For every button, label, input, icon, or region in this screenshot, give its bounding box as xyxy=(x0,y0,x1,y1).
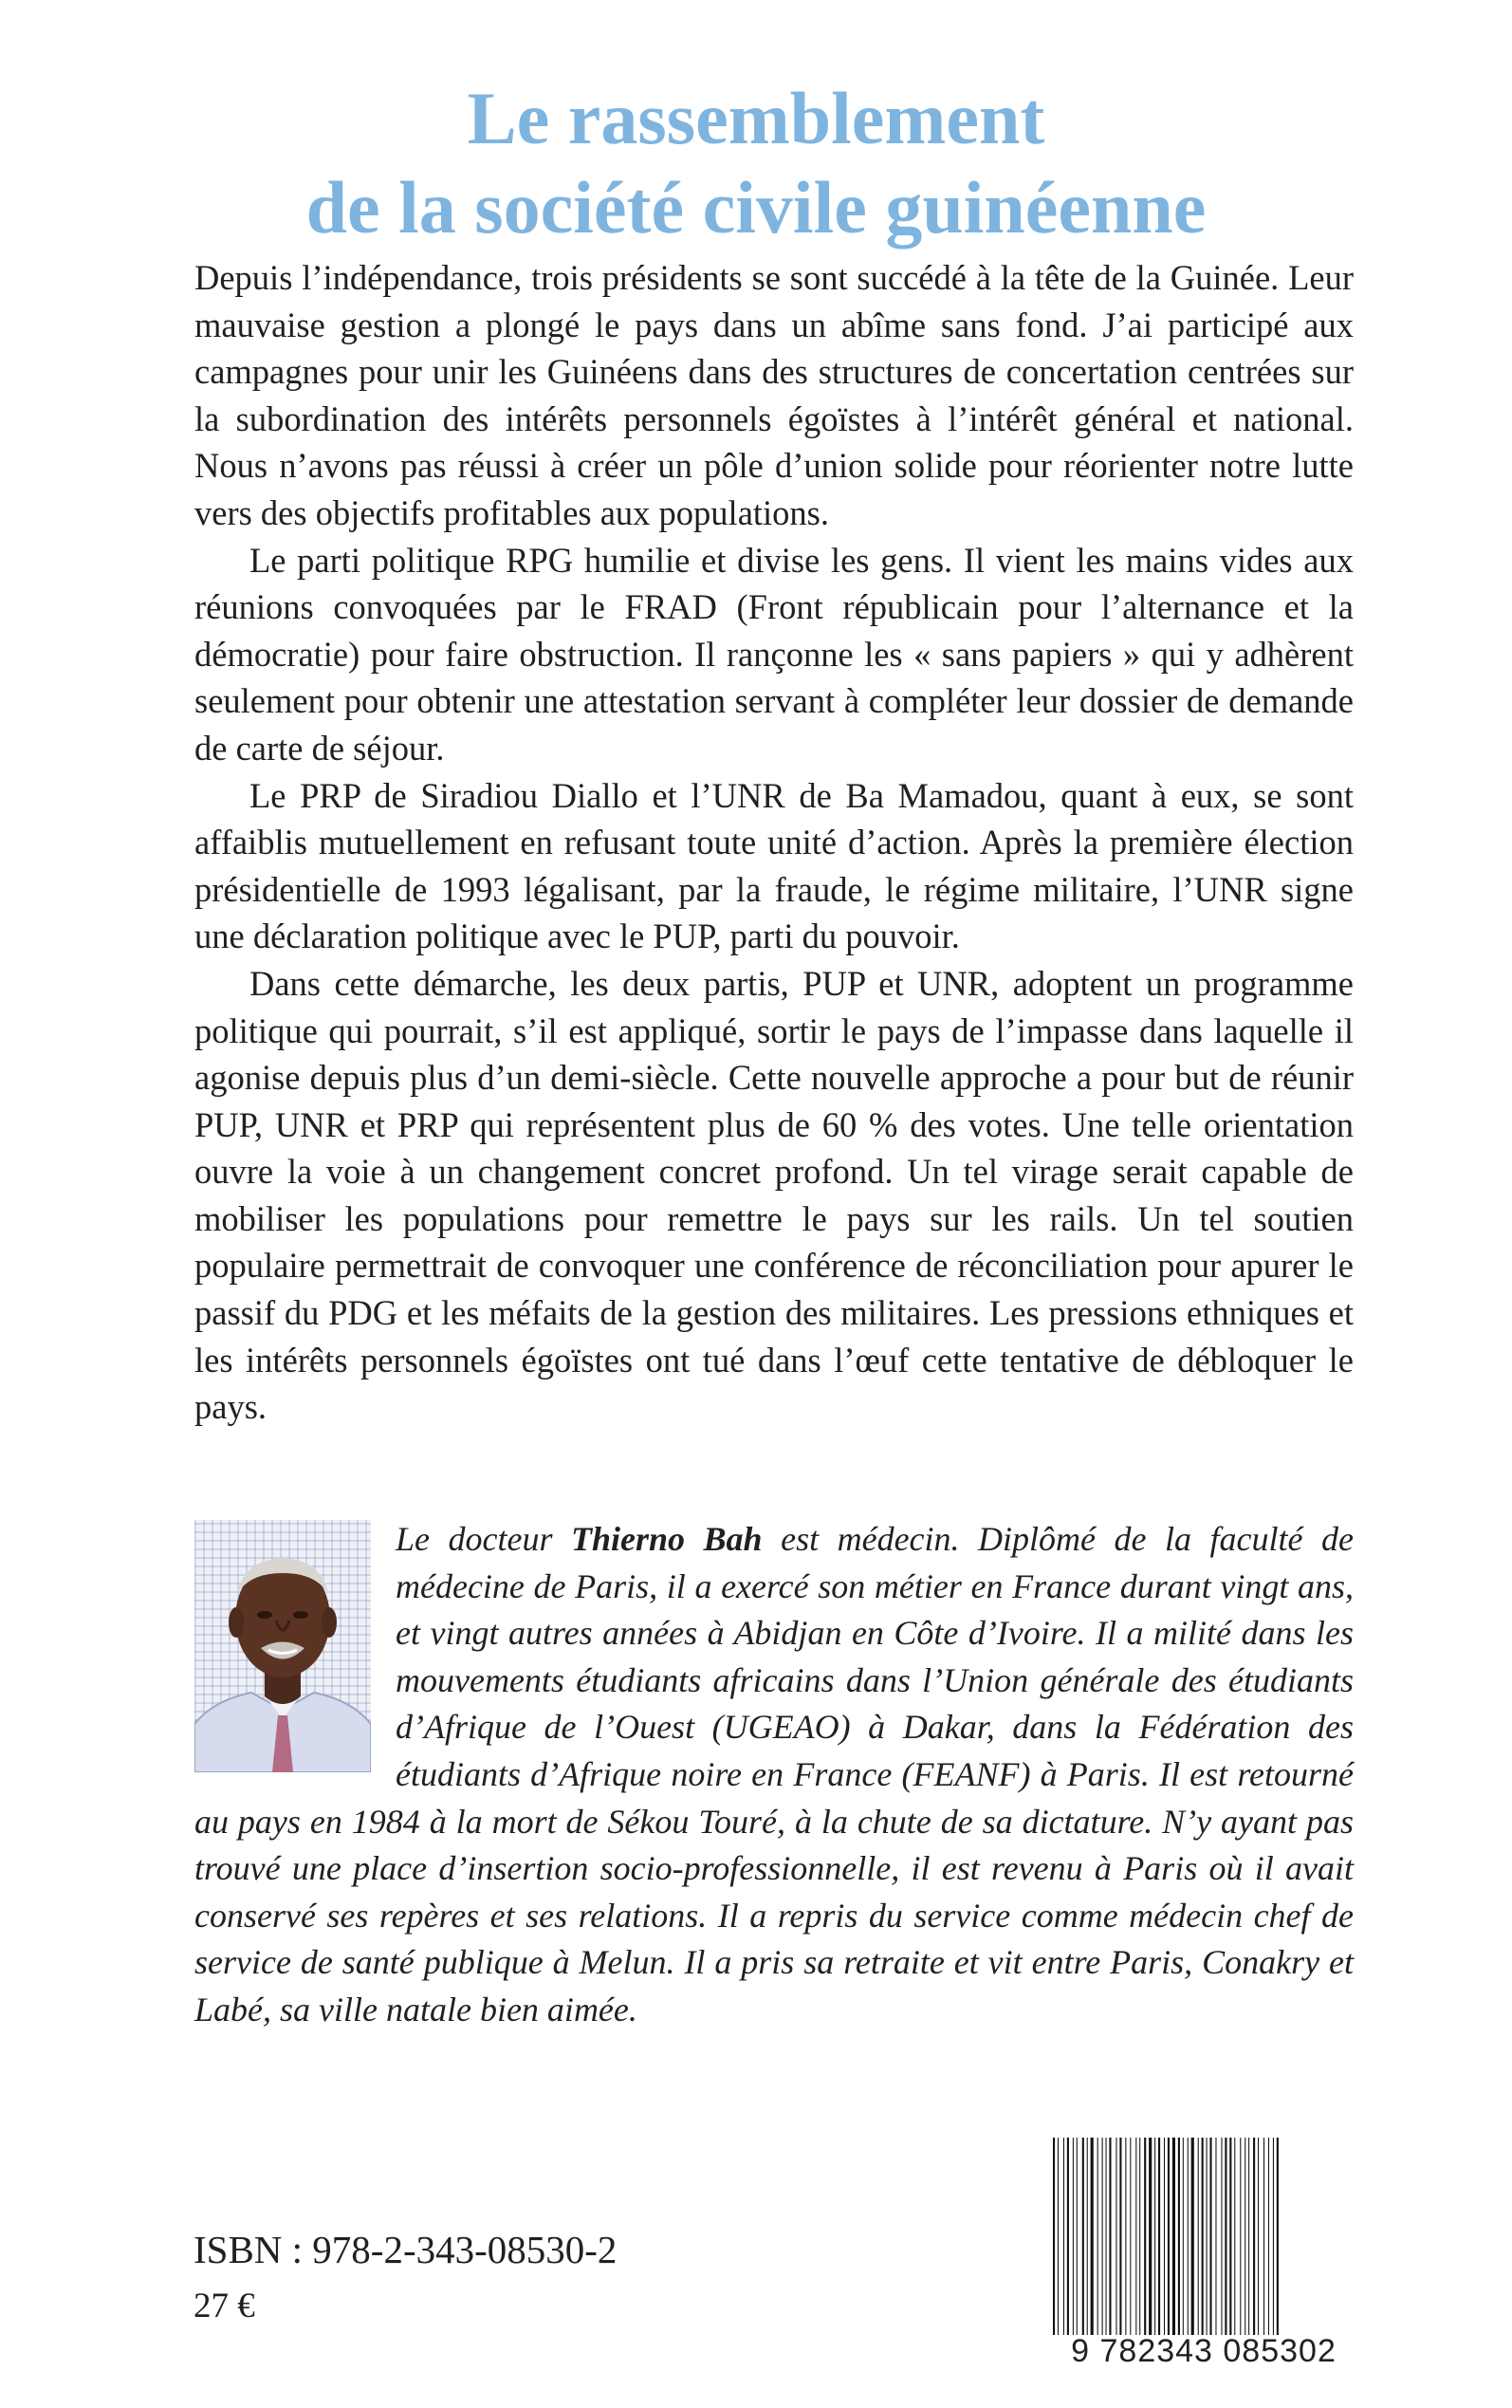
author-portrait-image xyxy=(194,1520,371,1772)
barcode-bar xyxy=(1097,2138,1098,2335)
book-title xyxy=(0,74,1512,252)
barcode-bar xyxy=(1215,2138,1216,2335)
author-photo xyxy=(194,1520,371,1772)
barcode-bar xyxy=(1073,2138,1074,2335)
barcode-bar xyxy=(1091,2138,1094,2335)
barcode-bar xyxy=(1119,2138,1121,2335)
barcode-bar xyxy=(1158,2138,1160,2335)
barcode-bar xyxy=(1191,2138,1194,2335)
barcode-image xyxy=(1053,2138,1355,2335)
barcode-bar xyxy=(1202,2138,1204,2335)
barcode-bar xyxy=(1225,2138,1226,2335)
barcode-bar xyxy=(1240,2138,1241,2335)
barcode-bar xyxy=(1149,2138,1152,2335)
barcode-bar xyxy=(1207,2138,1208,2335)
barcode-bar xyxy=(1221,2138,1222,2335)
barcode-bar xyxy=(1067,2138,1069,2335)
author-name: Thierno Bah xyxy=(571,1520,763,1558)
barcode-bar xyxy=(1268,2138,1269,2335)
barcode-bar xyxy=(1087,2138,1088,2335)
barcode-bar xyxy=(1263,2138,1264,2335)
title-line-1: Le rassemblement xyxy=(467,77,1045,159)
barcode-bar xyxy=(1273,2138,1274,2335)
barcode-bar xyxy=(1102,2138,1103,2335)
barcode-bar xyxy=(1172,2138,1175,2335)
barcode-bar xyxy=(1234,2138,1235,2335)
barcode-bar xyxy=(1135,2138,1136,2335)
barcode-bar xyxy=(1053,2138,1055,2335)
isbn: ISBN : 978-2-343-08530-2 xyxy=(194,2228,618,2271)
barcode-bar xyxy=(1082,2138,1084,2335)
barcode-bar xyxy=(1164,2138,1165,2335)
barcode-bar xyxy=(1198,2138,1199,2335)
barcode-bar xyxy=(1139,2138,1140,2335)
barcode-bar xyxy=(1253,2138,1255,2335)
back-cover-summary xyxy=(194,254,1354,1431)
summary-paragraph: Dans cette démarche, les deux partis, PUP et UNR, adoptent un programme politique qui pourrait, s’il est appliqué, sortir le pays de l’impasse dans laquelle il agonise depuis plus d’un demi-siècle. Cette nouvelle approche a pour but de réunir PUP, UNR et PRP qui représentent plus de 60 % des votes. Une telle orientation ouvre la voie à un changement concret profond. Un tel virage serait capable de mobiliser les populations pour remettre le pays sur les rails. Un tel soutien populaire permettrait de convoquer une conférence de réconciliation pour apurer le passif du PDG et les méfaits de la gestion des militaires. Les pressions ethniques et les intérêts personnels égoïstes ont tué dans l’œuf cette tentative de débloquer le pays. xyxy=(194,963,1354,1427)
barcode-bar xyxy=(1130,2138,1131,2335)
barcode-bar xyxy=(1154,2138,1155,2335)
barcode-bar xyxy=(1183,2138,1184,2335)
barcode-bar xyxy=(1077,2138,1078,2335)
barcode-bar xyxy=(1209,2138,1211,2335)
barcode-bar xyxy=(1063,2138,1064,2335)
author-bio xyxy=(194,1516,1354,2034)
barcode-bar xyxy=(1106,2138,1107,2335)
barcode-bar xyxy=(1229,2138,1231,2335)
barcode-bar xyxy=(1258,2138,1259,2335)
barcode-bar xyxy=(1168,2138,1170,2335)
author-bio-body: est médecin. Diplômé de la faculté de médecine de Paris, il a exercé son métier en France durant vingt ans, et vingt autres années à Abidjan en Côte d’Ivoire. Il a milité dans les mouvements étudiants africains dans l’Union générale des étudiants d’Afrique de l’Ouest (UGEAO) à Dakar, dans la Fédération des étudiants d’Afrique noire en France (FEANF) à Paris. Il est retourné au pays en 1984 à la mort de Sékou Touré, à la chute de sa dictature. N’y ayant pas trouvé une place d’insertion socio-professionnelle, il est revenu à Paris où il avait conservé ses repères et ses relations. Il a repris du service comme médecin chef de service de santé publique à Melun. Il a pris sa retraite et vit entre Paris, Conakry et Labé, sa ville natale bien aimée. xyxy=(194,1520,1355,2028)
barcode-bar xyxy=(1248,2138,1249,2335)
barcode-bar xyxy=(1188,2138,1189,2335)
author-bio-prefix: Le docteur xyxy=(396,1520,571,1558)
barcode-bar xyxy=(1125,2138,1126,2335)
title-line-2: de la société civile guinéenne xyxy=(305,166,1207,249)
barcode-digits: 9 782343 085302 xyxy=(1071,2333,1337,2369)
summary-paragraph: Le parti politique RPG humilie et divise les gens. Il vient les mains vides aux réunions convoquées par le FRAD (Front républicain pour l’alternance et la démocratie) pour faire obstruction. Il rançonne les « sans papiers » qui y adhèrent seulement pour obtenir une attestation servant à compléter leur dossier de demande de carte de séjour. xyxy=(194,540,1354,768)
barcode-bar xyxy=(1109,2138,1111,2335)
summary-paragraph: Depuis l’indépendance, trois présidents se sont succédé à la tête de la Guinée. Leur mauvaise gestion a plongé le pays dans un abîme sans fond. J’ai participé aux campagnes pour unir les Guinéens dans des structures de concertation centrées sur la subordination des intérêts personnels égoïstes à l’intérêt général et national. Nous n’avons pas réussi à créer un pôle d’union solide pour réorienter notre lutte vers des objectifs profitables aux populations. xyxy=(194,258,1354,532)
barcode-bar xyxy=(1058,2138,1059,2335)
barcode-bar xyxy=(1277,2138,1279,2335)
barcode-bar xyxy=(1178,2138,1180,2335)
barcode-bar xyxy=(1144,2138,1146,2335)
summary-paragraph: Le PRP de Siradiou Diallo et l’UNR de Ba Mamadou, quant à eux, se sont affaiblis mutuellement en refusant toute unité d’action. Après la première élection présidentielle de 1993 légalisant, par la fraude, le régime militaire, l’UNR signe une déclaration politique avec le PUP, parti du pouvoir. xyxy=(194,775,1354,956)
price: 27 € xyxy=(194,2287,255,2325)
